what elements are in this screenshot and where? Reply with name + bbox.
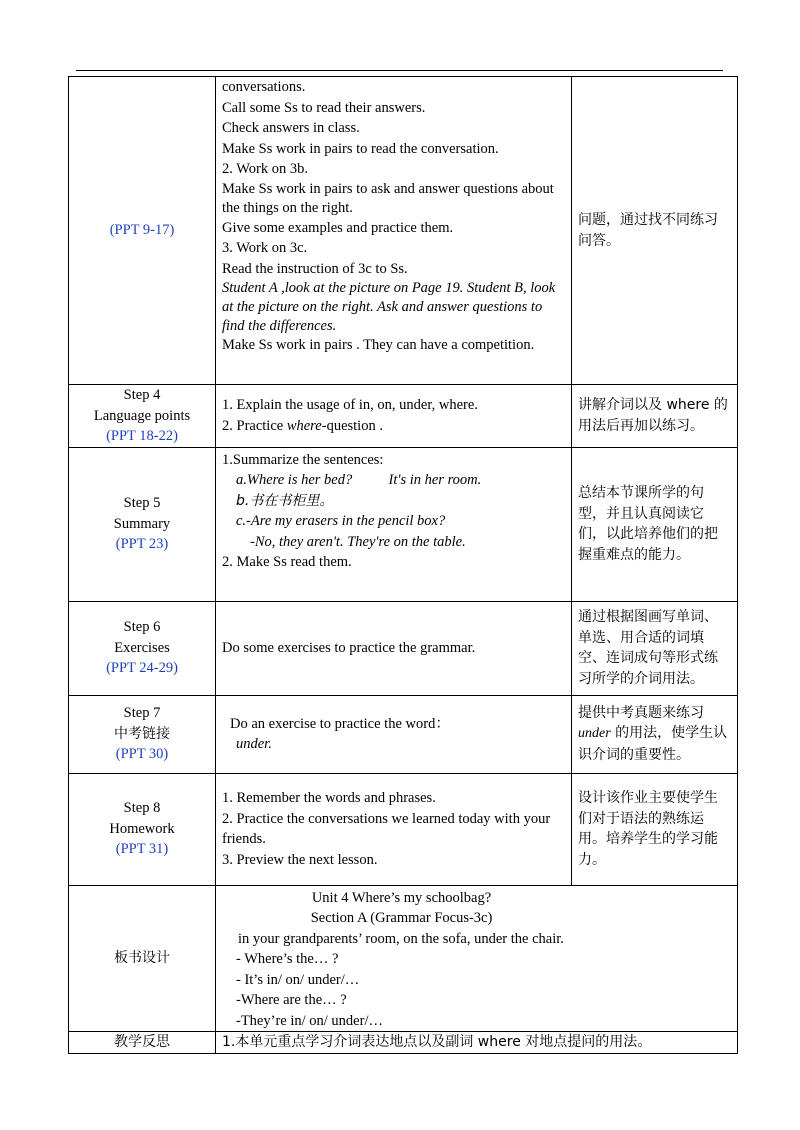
activity-cell [216,447,572,601]
activity-line: 3. Work on 3c. [222,240,308,256]
note-text: 问题，通过找不同练习问答。 [578,212,718,249]
activity-line: 3. Preview the next lesson. [222,851,378,868]
reflection-cell [216,1032,738,1054]
note-cell [572,385,738,448]
activity-line: c.-Are my erasers in the pencil box? [236,513,446,529]
table-row [69,1032,738,1054]
note-cell [572,77,738,385]
step-name: 中考链接 [114,725,170,742]
activity-line: Make Ss work in pairs to read the conversation. [222,140,499,157]
activity-cell [216,695,572,773]
step-name: Summary [113,515,171,532]
activity-line: Do some exercises to practice the grammar. [222,639,476,656]
note-text: 讲解介词以及 where 的用法后再加以练习。 [578,397,728,434]
board-subtitle: Section A (Grammar Focus-3c) [310,910,493,926]
activity-line: Do an exercise to practice the word： [230,715,450,732]
step-number: Step 5 [123,495,161,512]
activity-cell [216,601,572,695]
board-line: in your grandparents’ room, on the sofa, under the chair. [238,930,564,947]
activity-line: 2. Work on 3b. [222,161,308,177]
note-text: 提供中考真题来练习 under 的用法，使学生认识介词的重要性。 [578,704,728,763]
activity-line: -No, they aren't. They're on the table. [250,533,466,550]
activity-line: Read the instruction of 3c to Ss. [222,260,408,277]
step-number: Step 8 [123,800,161,817]
table-row [69,773,738,885]
note-cell [572,695,738,773]
activity-line: b.书在书柜里。 [236,492,334,509]
table-row [69,601,738,695]
activity-cell [216,773,572,885]
table-row [69,885,738,1032]
activity-line: Call some Ss to read their answers. [222,99,426,116]
step-label-cell [69,447,216,601]
header-rule [76,70,723,71]
table-row [69,385,738,448]
step-label-cell [69,601,216,695]
ppt-ref: (PPT 31) [115,841,169,858]
board-label-cell [69,885,216,1032]
ppt-ref: (PPT 9-17) [109,222,175,239]
step-label-cell [69,773,216,885]
activity-line: under. [236,736,272,752]
table-row [69,447,738,601]
activity-cell [216,77,572,385]
activity-line: 1. Explain the usage of in, on, under, where. [222,397,478,414]
step-label-cell [69,385,216,448]
board-label: 板书设计 [114,950,170,966]
board-design-cell [216,885,738,1032]
lesson-plan-table [68,76,738,1054]
note-cell [572,773,738,885]
reflection-label-cell [69,1032,216,1054]
ppt-ref: (PPT 24-29) [106,660,178,677]
board-line: -They’re in/ on/ under/… [236,1012,383,1029]
table-row [69,695,738,773]
activity-line: a.Where is her bed? It's in her room. [236,472,482,488]
step-number: Step 4 [123,387,161,403]
step-label-cell [69,695,216,773]
reflection-label: 教学反思 [114,1034,170,1051]
activity-line: 2. Make Ss read them. [222,554,352,570]
board-line: -Where are the… ? [236,992,347,1008]
step-name: Exercises [114,639,170,656]
activity-line: conversations. [222,79,306,95]
reflection-text: 1.本单元重点学习介词表达地点以及副词 where 对地点提问的用法。 [222,1034,652,1051]
ppt-ref: (PPT 23) [115,536,169,553]
note-cell [572,447,738,601]
activity-cell [216,385,572,448]
board-line: - Where’s the… ? [236,951,339,967]
note-text: 总结本节课所学的句型，并且认真阅读它们，以此培养他们的把握重难点的能力。 [578,485,718,563]
step-name: Language points [93,407,191,424]
activity-line: Student A ,look at the picture on Page 19. Student B, look at the picture on the right. Ask and answer questions to find the differences. [222,280,556,334]
ppt-ref: (PPT 18-22) [106,428,178,444]
note-text: 设计该作业主要使学生们对于语法的熟练运用。培养学生的学习能力。 [578,790,718,868]
board-line: - It’s in/ on/ under/… [236,971,360,988]
activity-line: Make Ss work in pairs . They can have a competition. [222,337,535,353]
activity-line: 2. Practice where-question . [222,417,383,434]
board-title: Unit 4 Where’s my schoolbag? [311,889,492,906]
activity-line: Give some examples and practice them. [222,219,454,236]
activity-line: Make Ss work in pairs to ask and answer questions about the things on the right. [222,180,554,216]
activity-line: Check answers in class. [222,120,360,136]
step-number: Step 7 [123,705,161,722]
step-label-cell [69,77,216,385]
table-row [69,77,738,385]
step-number: Step 6 [123,619,161,636]
step-name: Homework [109,820,175,837]
note-cell [572,601,738,695]
activity-line: 2. Practice the conversations we learned today with your friends. [222,810,551,847]
activity-line: 1. Remember the words and phrases. [222,790,436,806]
activity-line: 1.Summarize the sentences: [222,451,384,468]
note-text: 通过根据图画写单词、单选、用合适的词填空、连词成句等形式练习所学的介词用法。 [578,609,718,687]
ppt-ref: (PPT 30) [115,746,169,763]
